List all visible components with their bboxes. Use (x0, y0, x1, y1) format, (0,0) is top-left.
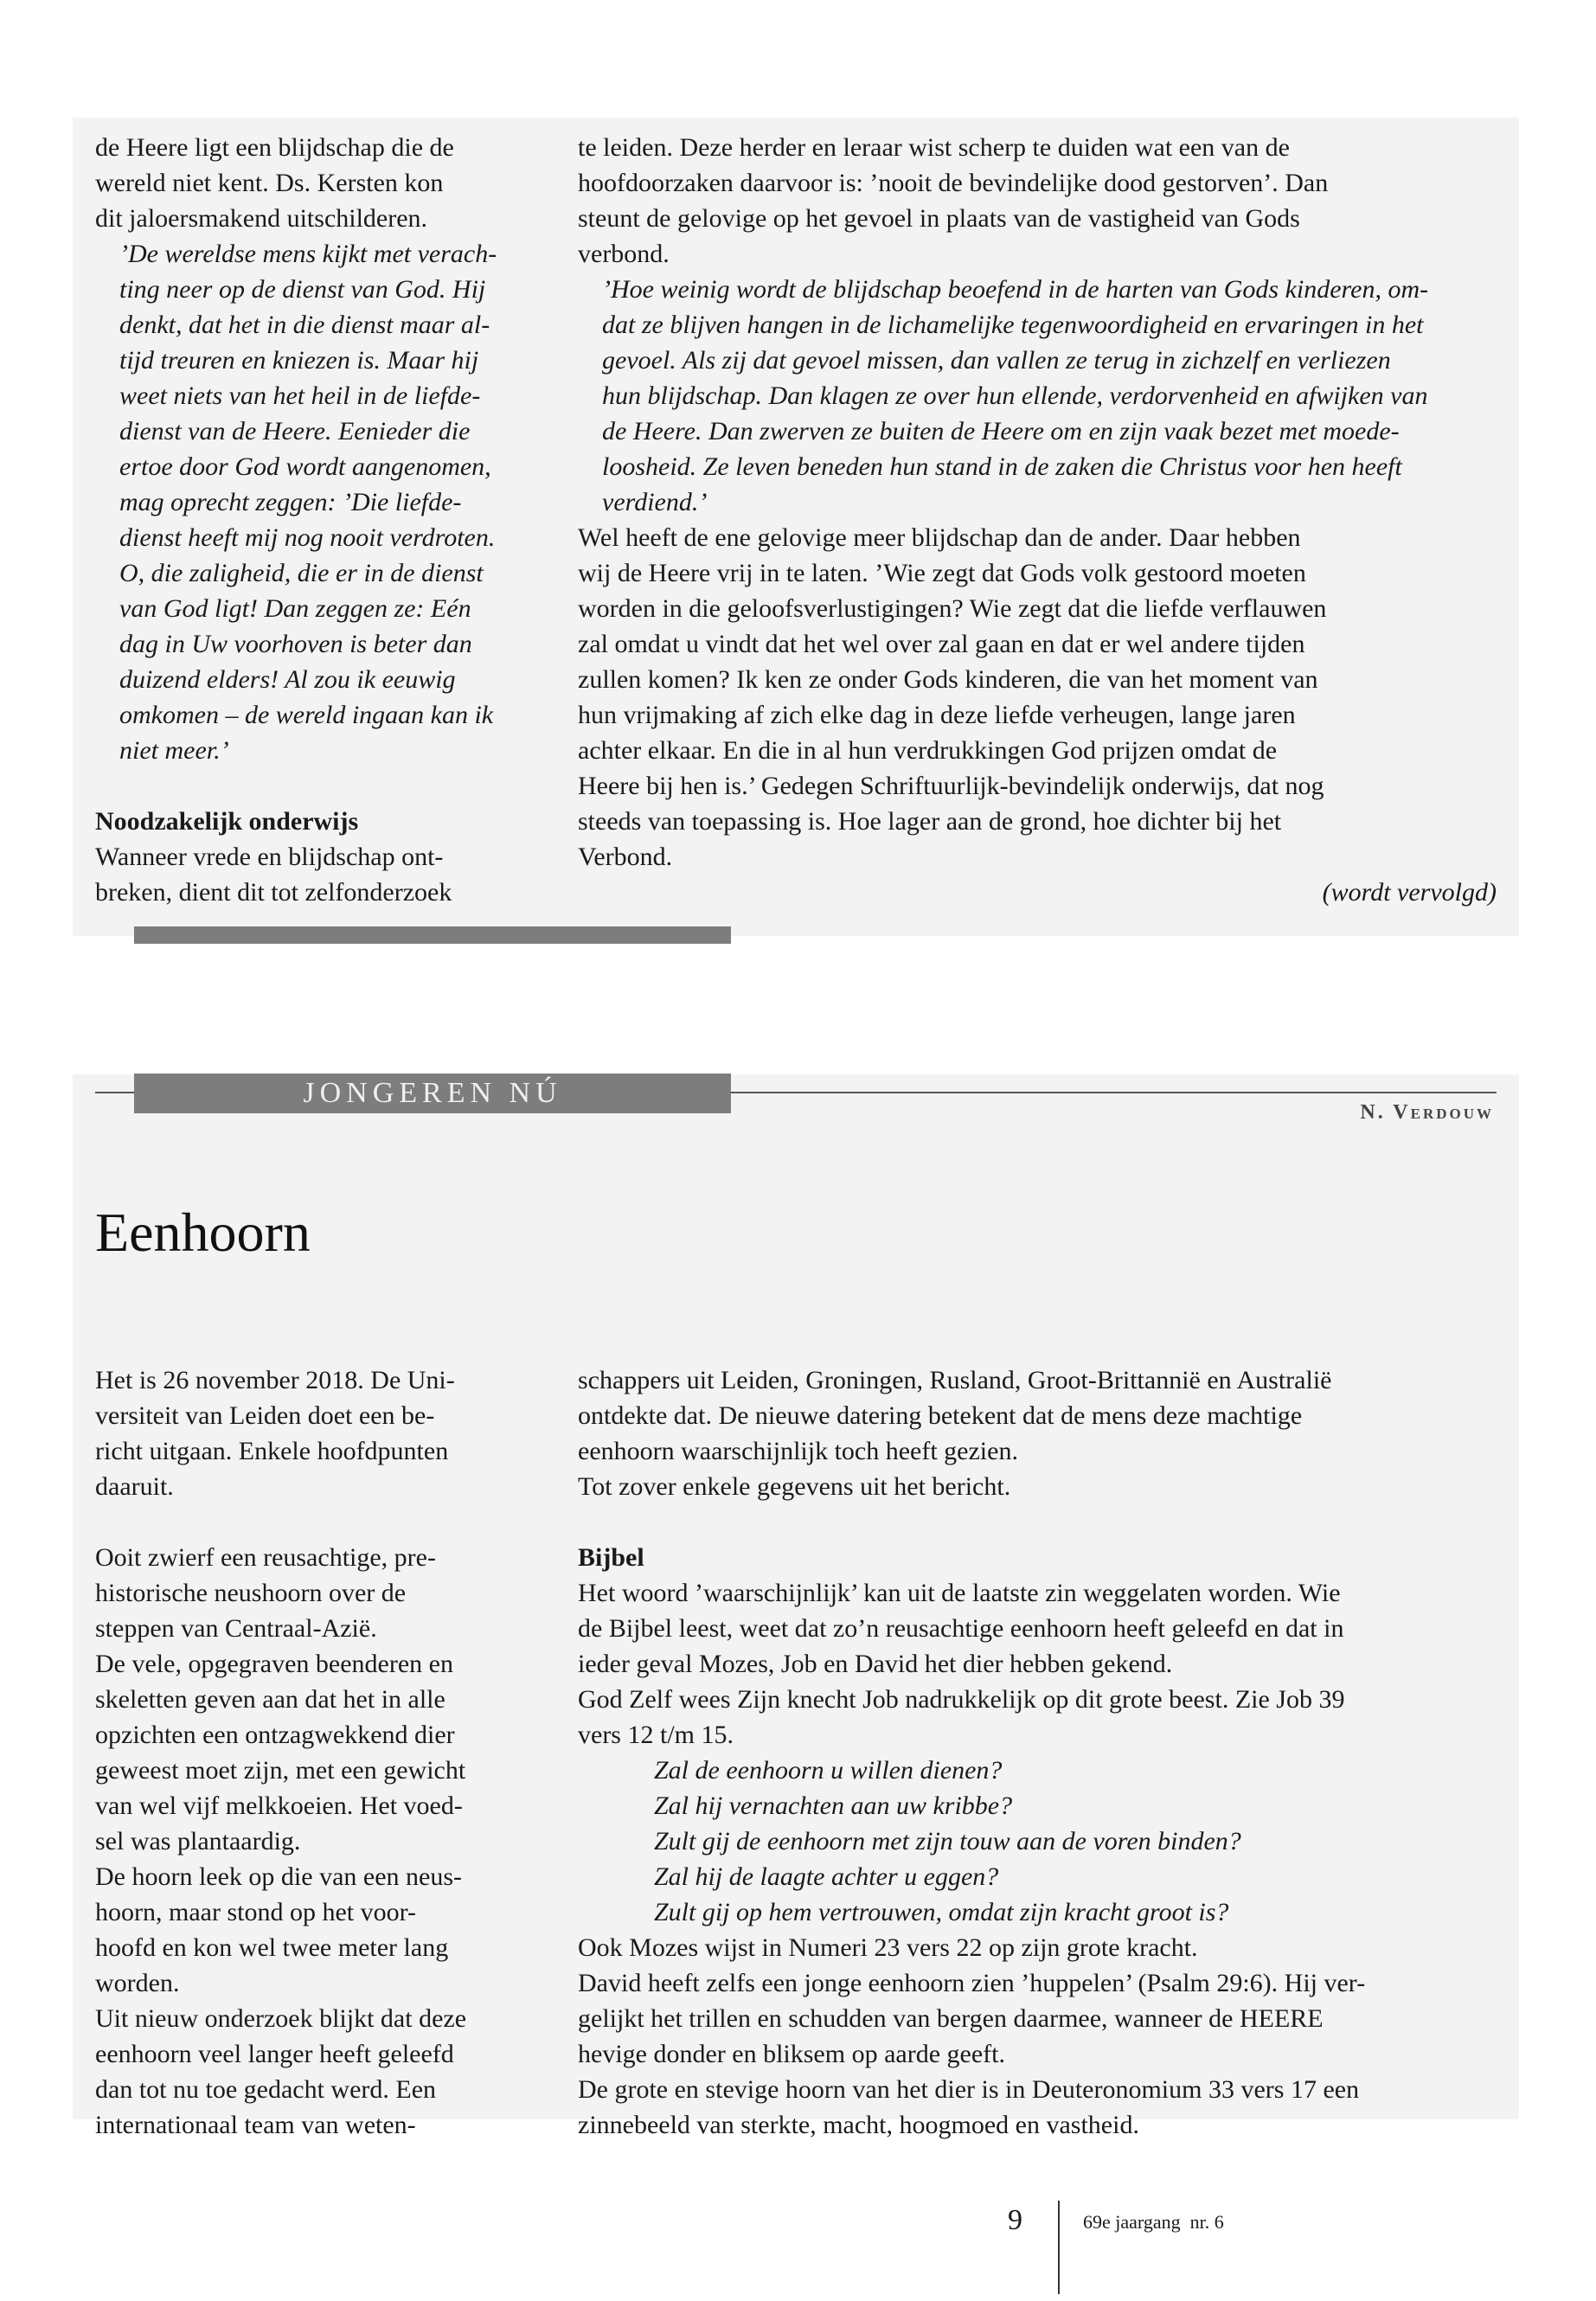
text-line: Uit nieuw onderzoek blijkt dat deze (95, 2004, 467, 2033)
verse-line: Zult gij op hem vertrouwen, omdat zijn kracht groot is? (654, 1898, 1229, 1926)
footer-divider (1058, 2201, 1060, 2294)
text-line: weet niets van het heil in de liefde- (119, 381, 481, 410)
bottom-left-paragraph-2 (95, 1540, 532, 1646)
text-line: internationaal team van weten- (95, 2111, 416, 2139)
text-line: achter elkaar. En die in al hun verdrukkingen God prijzen omdat de (578, 736, 1278, 765)
text-line: zal omdat u vindt dat het wel over zal gaan en dat er wel andere tijden (578, 630, 1305, 658)
text-line: gelijkt het trillen en schudden van bergen daarmee, wanneer de HEERE (578, 2004, 1324, 2033)
bottom-right-paragraph-6 (578, 1965, 1497, 2072)
text-line: dan tot nu toe gedacht werd. Een (95, 2075, 437, 2104)
text-line: denkt, dat het in die dienst maar al- (119, 311, 490, 339)
text-line: ontdekte dat. De nieuwe datering betekent dat de mens deze machtige (578, 1401, 1303, 1430)
text-line: dienst van de Heere. Eenieder die (119, 417, 471, 445)
verse-line: Zal hij de laagte achter u eggen? (654, 1862, 999, 1891)
text-line: steeds van toepassing is. Hoe lager aan de grond, hoe dichter bij het (578, 807, 1282, 836)
top-right-column (578, 130, 1497, 910)
text-line: Ooit zwierf een reusachtige, pre- (95, 1543, 436, 1572)
text-line: sel was plantaardig. (95, 1827, 301, 1856)
text-line: De grote en stevige hoorn van het dier is in Deuteronomium 33 vers 17 een (578, 2075, 1360, 2104)
page-number: 9 (1008, 2204, 1022, 2236)
text-line: steppen van Centraal-Azië. (95, 1614, 377, 1643)
text-line: historische neushoorn over de (95, 1579, 407, 1607)
text-line: omkomen – de wereld ingaan kan ik (119, 701, 494, 729)
text-line: duizend elders! Al zou ik eeuwig (119, 665, 456, 694)
text-line: vers 12 t/m 15. (578, 1721, 734, 1749)
bottom-left-paragraph-4 (95, 1859, 532, 2001)
text-line: versiteit van Leiden doet een be- (95, 1401, 435, 1430)
text-line: ’De wereldse mens kijkt met verach- (119, 240, 497, 268)
text-line: De vele, opgegraven beenderen en (95, 1650, 453, 1678)
text-line: van wel vijf melkkoeien. Het voed- (95, 1791, 463, 1820)
author-name: N. Verdouw (1360, 1101, 1494, 1124)
section-heading: Noodzakelijk onderwijs (95, 807, 359, 836)
verse-line: Zal hij vernachten aan uw kribbe? (654, 1791, 1013, 1820)
text-line: De hoorn leek op die van een neus- (95, 1862, 463, 1891)
text-line: te leiden. Deze herder en leraar wist scherp te duiden wat een van de (578, 133, 1290, 162)
bottom-right-paragraph-3 (578, 1575, 1497, 1682)
top-right-quote (578, 272, 1497, 520)
text-line: ting neer op de dienst van God. Hij (119, 275, 486, 304)
section-heading: Bijbel (578, 1543, 644, 1572)
top-right-paragraph-2 (578, 520, 1497, 875)
text-line: gevoel. Als zij dat gevoel missen, dan vallen ze terug in zichzelf en verliezen (602, 346, 1391, 375)
bottom-left-paragraph-1 (95, 1362, 532, 1504)
text-line: hun blijdschap. Dan klagen ze over hun ellende, verdorvenheid en afwijken van (602, 381, 1428, 410)
section-label: JONGEREN NÚ (303, 1077, 562, 1109)
bible-verses (578, 1753, 1497, 1930)
text-line: Wel heeft de ene gelovige meer blijdschap dan de ander. Daar hebben (578, 523, 1301, 552)
text-line: schappers uit Leiden, Groningen, Rusland, Groot-Brittannië en Australië (578, 1366, 1332, 1394)
text-line: David heeft zelfs een jonge eenhoorn zien ’huppelen’ (Psalm 29:6). Hij ver- (578, 1969, 1366, 1997)
text-line: God Zelf wees Zijn knecht Job nadrukkelijk op dit grote beest. Zie Job 39 (578, 1685, 1345, 1714)
text-line: tijd treuren en kniezen is. Maar hij (119, 346, 479, 375)
text-line: skeletten geven aan dat het in alle (95, 1685, 445, 1714)
text-line: opzichten een ontzagwekkend dier (95, 1721, 455, 1749)
text-line: zullen komen? Ik ken ze onder Gods kinderen, die van het moment van (578, 665, 1318, 694)
text-line: hun vrijmaking af zich elke dag in deze liefde verheugen, lange jaren (578, 701, 1296, 729)
text-line: de Heere ligt een blijdschap die de (95, 133, 454, 162)
bottom-right-paragraph-5: Ook Mozes wijst in Numeri 23 vers 22 op zijn grote kracht. (578, 1933, 1198, 1962)
continued-note: (wordt vervolgd) (1322, 878, 1497, 907)
text-line: Het woord ’waarschijnlijk’ kan uit de laatste zin weggelaten worden. Wie (578, 1579, 1341, 1607)
top-right-paragraph-1 (578, 130, 1497, 272)
text-line: richt uitgaan. Enkele hoofdpunten (95, 1437, 449, 1465)
text-line: ertoe door God wordt aangenomen, (119, 452, 491, 481)
text-line: wij de Heere vrij in te laten. ’Wie zegt dat Gods volk gestoord moeten (578, 559, 1306, 587)
text-line: hoofd en kon wel twee meter lang (95, 1933, 449, 1962)
text-line: eenhoorn waarschijnlijk toch heeft gezien. (578, 1437, 1018, 1465)
bottom-right-paragraph-1 (578, 1362, 1497, 1469)
top-divider-bar (134, 926, 731, 944)
text-line: dag in Uw voorhoven is beter dan (119, 630, 472, 658)
bottom-left-paragraph-3 (95, 1646, 532, 1859)
text-line: mag oprecht zeggen: ’Die liefde- (119, 488, 462, 516)
text-line: daaruit. (95, 1472, 174, 1501)
text-line: de Heere. Dan zwerven ze buiten de Heere om en zijn vaak bezet met moede- (602, 417, 1400, 445)
text-line: ieder geval Mozes, Job en David het dier hebben gekend. (578, 1650, 1173, 1678)
text-line: geweest moet zijn, met een gewicht (95, 1756, 466, 1785)
text-line: worden in die geloofsverlustigingen? Wie zegt dat die liefde verflauwen (578, 594, 1327, 623)
text-line: O, die zaligheid, die er in de dienst (119, 559, 484, 587)
article-title: Eenhoorn (95, 1202, 311, 1263)
verse-line: Zal de eenhoorn u willen dienen? (654, 1756, 1003, 1785)
text-line: loosheid. Ze leven beneden hun stand in de zaken die Christus voor hen heeft (602, 452, 1402, 481)
text-line: breken, dient dit tot zelfonderzoek (95, 878, 452, 907)
text-line: ’Hoe weinig wordt de blijdschap beoefend in de harten van Gods kinderen, om- (602, 275, 1429, 304)
text-line: de Bijbel leest, weet dat zo’n reusachtige eenhoorn heeft geleefd en dat in (578, 1614, 1344, 1643)
text-line: dat ze blijven hangen in de lichamelijke tegenwoordigheid en ervaringen in het (602, 311, 1424, 339)
text-line: van God ligt! Dan zeggen ze: Eén (119, 594, 471, 623)
text-line: dit jaloersmakend uitschilderen. (95, 204, 428, 233)
text-line: hevige donder en bliksem op aarde geeft. (578, 2040, 1005, 2068)
text-line: dienst heeft mij nog nooit verdroten. (119, 523, 496, 552)
text-line: eenhoorn veel langer heeft geleefd (95, 2040, 454, 2068)
text-line: worden. (95, 1969, 180, 1997)
bottom-right-paragraph-2: Tot zover enkele gegevens uit het bericht. (578, 1472, 1011, 1501)
text-line: verbond. (578, 240, 670, 268)
text-line: Het is 26 november 2018. De Uni- (95, 1366, 455, 1394)
verse-line: Zult gij de eenhoorn met zijn touw aan de voren binden? (654, 1827, 1241, 1856)
text-line: steunt de gelovige op het gevoel in plaats van de vastigheid van Gods (578, 204, 1300, 233)
top-left-intro (95, 130, 532, 236)
text-line: hoofdoorzaken daarvoor is: ’nooit de bevindelijke dood gestorven’. Dan (578, 169, 1329, 197)
bottom-right-paragraph-7 (578, 2072, 1497, 2143)
text-line: Heere bij hen is.’ Gedegen Schriftuurlijk-bevindelijk onderwijs, dat nog (578, 772, 1324, 800)
bottom-right-column (578, 1362, 1497, 2143)
text-line: wereld niet kent. Ds. Kersten kon (95, 169, 444, 197)
bottom-right-paragraph-4 (578, 1682, 1497, 1753)
text-line: Verbond. (578, 843, 673, 871)
issue-info: 69e jaargang nr. 6 (1083, 2211, 1224, 2233)
text-line: Wanneer vrede en blijdschap ont- (95, 843, 444, 871)
text-line: verdiend.’ (602, 488, 708, 516)
top-left-quote (95, 236, 532, 768)
text-line: zinnebeeld van sterkte, macht, hoogmoed en vastheid. (578, 2111, 1139, 2139)
text-line: hoorn, maar stond op het voor- (95, 1898, 416, 1926)
bottom-left-paragraph-5 (95, 2001, 532, 2143)
bottom-left-column (95, 1362, 532, 2143)
top-left-column (95, 130, 532, 910)
text-line: niet meer.’ (119, 736, 229, 765)
